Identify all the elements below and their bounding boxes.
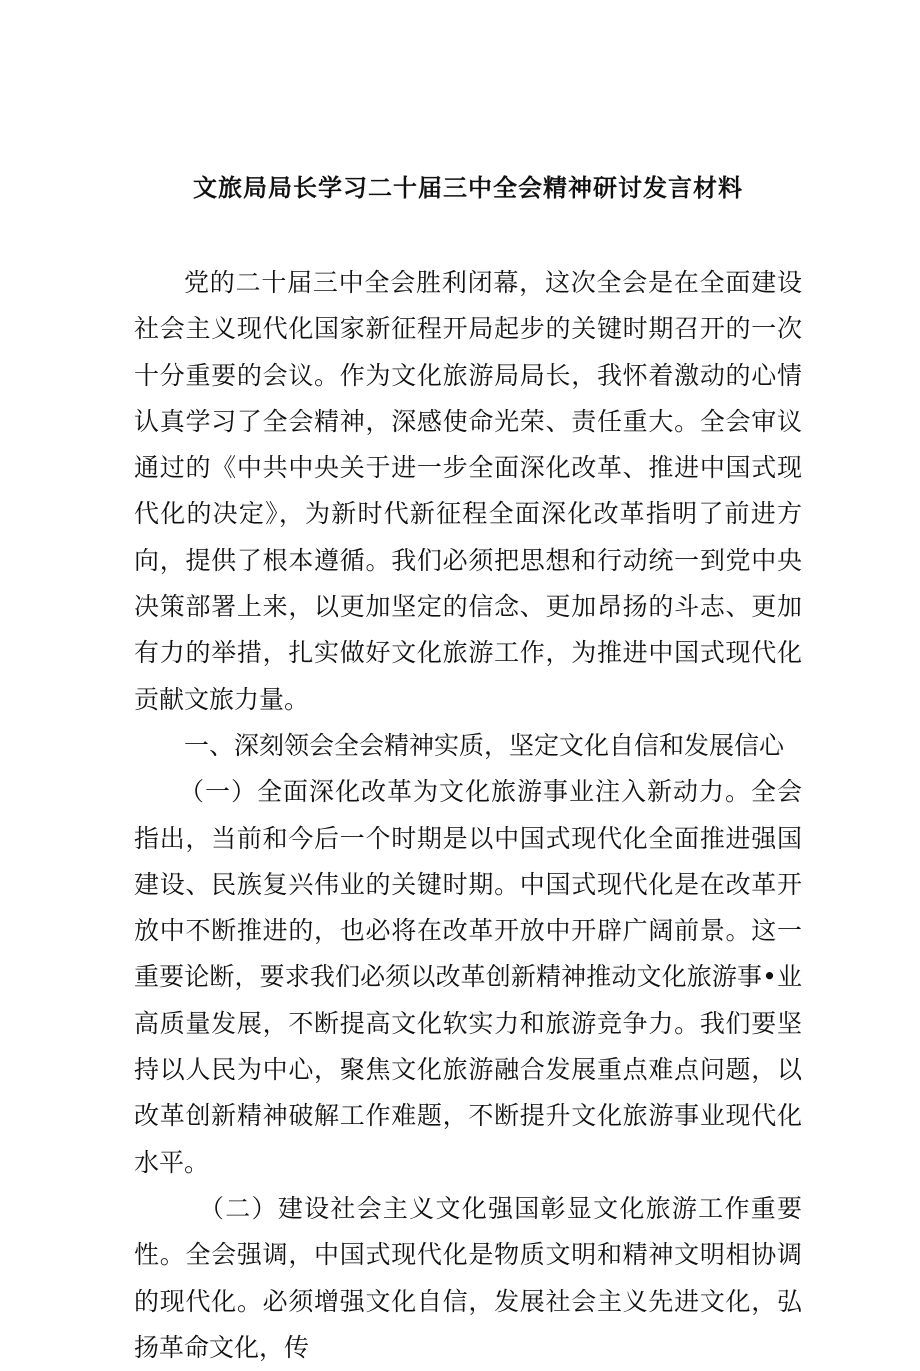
body-paragraph-subsection-2: （二）建设社会主义文化强国彰显文化旅游工作重要性。全会强调，中国式现代化是物质文明和精神文明相协调的现代化。必须增强文化自信，发展社会主义先进文化，弘扬革命文化，传 — [134, 1193, 802, 1362]
body-paragraph-subsection-1: （一）全面深化改革为文化旅游事业注入新动力。全会指出，当前和今后一个时期是以中国式现代化全面推进强国建设、民族复兴伟业的关键时期。中国式现代化是在改革开放中不断推进的，也必将在改革开放中开辟广阔前景。这一重要论断，要求我们必须以改革创新精神推动文化旅游事•业高质量发展，不断提高文化软实力和旅游竞争力。我们要坚持以人民为中心，聚焦文化旅游融合发展重点难点问题，以改革创新精神破解工作难题，不断提升文化旅游事业现代化水平。 — [134, 777, 802, 1177]
document-title: 文旅局局长学习二十届三中全会精神研讨发言材料 — [193, 173, 743, 202]
section-heading-1: 一、深刻领会全会精神实质，坚定文化自信和发展信心 — [184, 730, 785, 760]
body-paragraph-intro: 党的二十届三中全会胜利闭幕，这次全会是在全面建设社会主义现代化国家新征程开局起步的关键时期召开的一次十分重要的会议。作为文化旅游局局长，我怀着激动的心情认真学习了全会精神，深感使命光荣、责任重大。全会审议通过的《中共中央关于进一步全面深化改革、推进中国式现代化的决定》，为新时代新征程全面深化改革指明了前进方向，提供了根本遵循。我们必须把思想和行动统一到党中央决策部署上来，以更加坚定的信念、更加昂扬的斗志、更加有力的举措，扎实做好文化旅游工作，为推进中国式现代化贡献文旅力量。 — [134, 268, 802, 714]
